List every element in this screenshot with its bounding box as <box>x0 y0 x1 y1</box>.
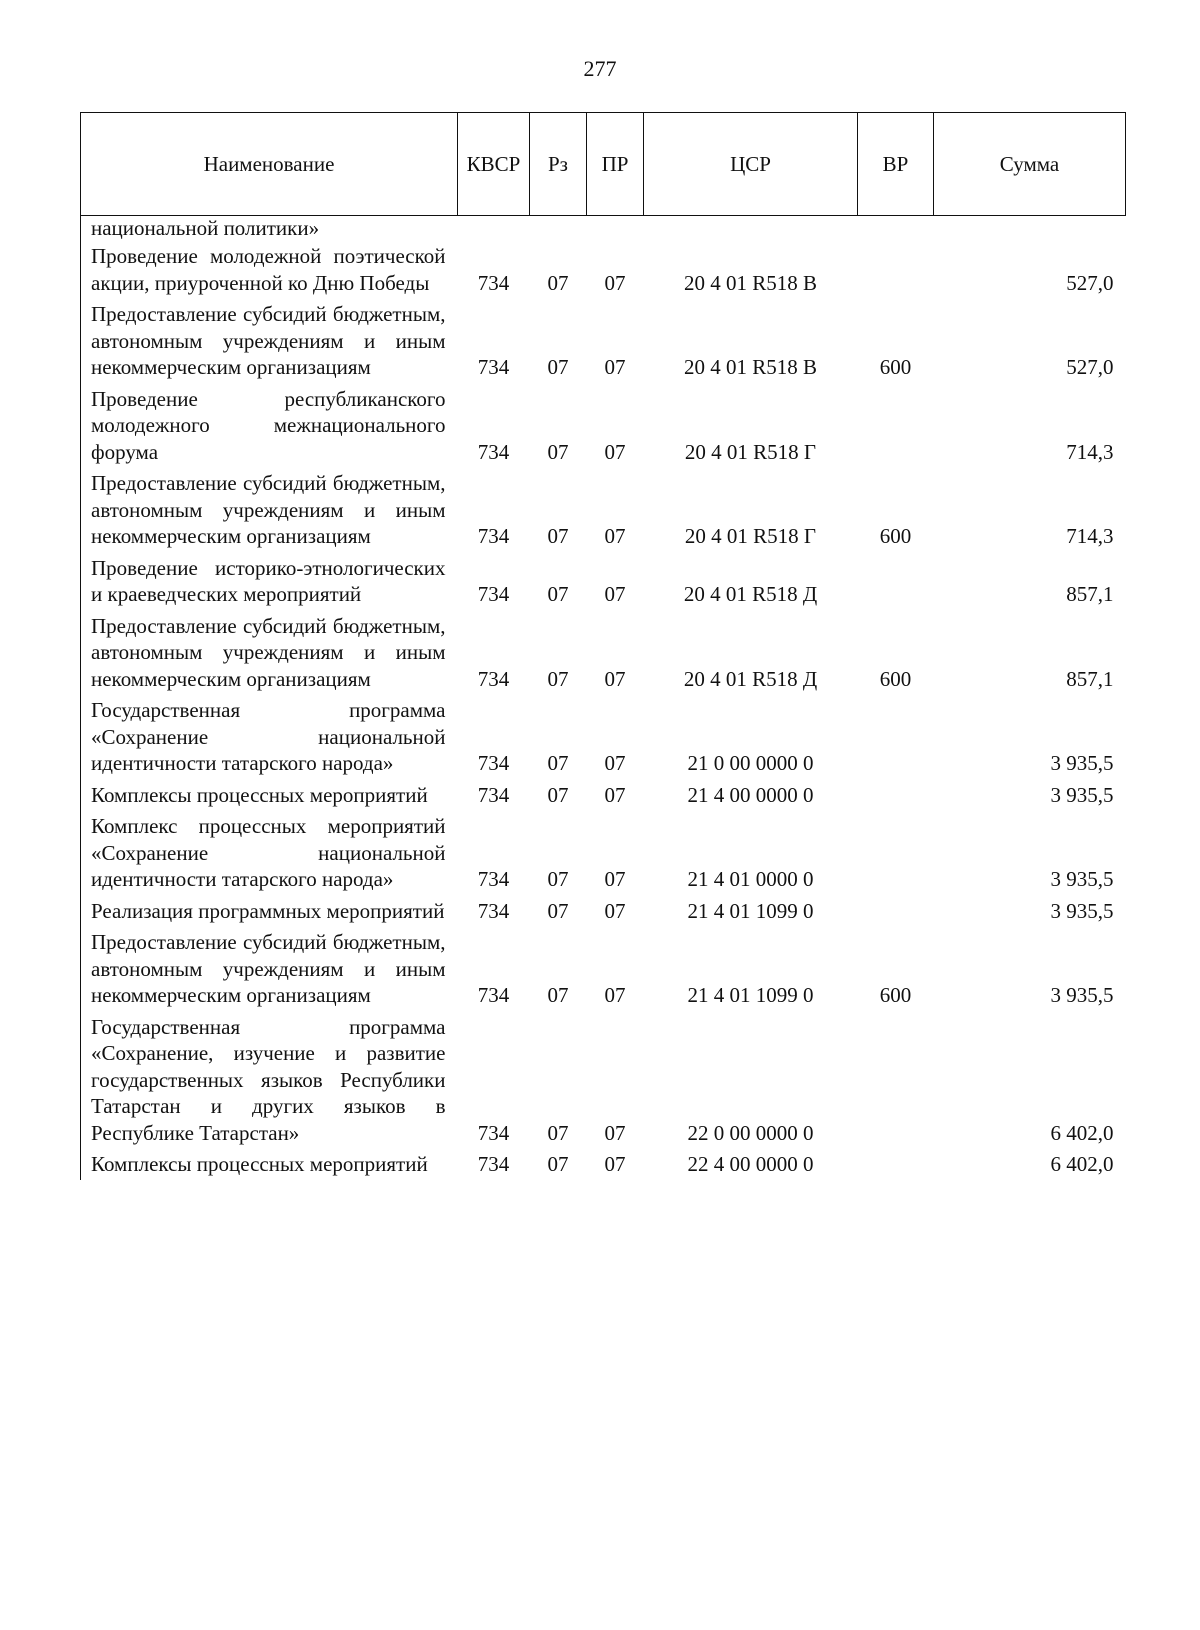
table-row <box>81 694 1126 779</box>
row-rz: 07 <box>547 1120 569 1145</box>
row-rz: 07 <box>547 983 569 1007</box>
row-vr <box>858 810 934 895</box>
row-sum: 3 935,5 <box>1050 867 1114 891</box>
row-csr: 21 4 01 1099 0 <box>687 983 814 1007</box>
row-kvsr: 734 <box>477 666 510 691</box>
table-row <box>81 383 1126 468</box>
row-rz: 07 <box>547 524 569 548</box>
row-name: Проведение республиканского молодежного межнационального форума <box>81 383 458 468</box>
row-pr: 07 <box>604 983 626 1007</box>
row-pr: 07 <box>604 751 626 775</box>
row-vr <box>858 240 934 298</box>
row-pr: 07 <box>604 1120 626 1145</box>
row-kvsr: 734 <box>477 355 510 379</box>
row-kvsr: 734 <box>477 582 510 606</box>
row-kvsr: 734 <box>477 867 510 891</box>
row-kvsr: 734 <box>477 983 510 1007</box>
header-rz: Рз <box>530 113 587 216</box>
continuation-row <box>81 216 1126 241</box>
row-csr: 20 4 01 R518 В <box>683 355 817 379</box>
row-name: Предоставление субсидий бюджетным, автономным учреждениям и иным некоммерческим организациям <box>81 467 458 552</box>
table-row <box>81 810 1126 895</box>
row-pr: 07 <box>604 524 626 548</box>
row-kvsr: 734 <box>477 751 510 775</box>
row-sum: 714,3 <box>1066 524 1114 548</box>
row-kvsr: 734 <box>477 782 510 807</box>
row-sum: 527,0 <box>1066 270 1114 295</box>
row-kvsr: 734 <box>477 898 510 923</box>
row-pr: 07 <box>604 355 626 379</box>
row-vr <box>858 1148 934 1180</box>
table-row <box>81 552 1126 610</box>
row-pr: 07 <box>604 582 626 606</box>
row-pr: 07 <box>604 439 626 464</box>
row-csr: 22 4 00 0000 0 <box>687 1152 814 1176</box>
row-csr: 22 0 00 0000 0 <box>687 1120 814 1145</box>
row-rz: 07 <box>547 270 569 295</box>
row-sum: 6 402,0 <box>1050 1152 1114 1176</box>
row-rz: 07 <box>547 751 569 775</box>
row-sum: 714,3 <box>1066 439 1114 464</box>
row-rz: 07 <box>547 867 569 891</box>
row-csr: 20 4 01 R518 Г <box>684 439 817 464</box>
row-kvsr: 734 <box>477 524 510 548</box>
row-vr <box>858 1011 934 1149</box>
header-kvsr: КВСР <box>458 113 530 216</box>
row-sum: 857,1 <box>1066 666 1114 691</box>
row-kvsr: 734 <box>477 270 510 295</box>
row-vr: 600 <box>879 355 912 379</box>
row-csr: 20 4 01 R518 В <box>683 270 817 295</box>
row-pr: 07 <box>604 898 626 923</box>
row-name: Предоставление субсидий бюджетным, автономным учреждениям и иным некоммерческим организациям <box>81 298 458 383</box>
table-row <box>81 298 1126 383</box>
row-pr: 07 <box>604 1152 626 1176</box>
row-name: Проведение молодежной поэтической акции, приуроченной ко Дню Победы <box>81 240 458 298</box>
table-row <box>81 779 1126 811</box>
row-vr <box>858 779 934 811</box>
row-pr: 07 <box>604 666 626 691</box>
continuation-text: национальной политики» <box>81 216 458 241</box>
table-header-row <box>81 113 1126 216</box>
row-rz: 07 <box>547 1152 569 1176</box>
row-csr: 21 4 01 0000 0 <box>687 867 814 891</box>
row-vr <box>858 383 934 468</box>
row-csr: 20 4 01 R518 Д <box>683 666 818 691</box>
table-row <box>81 1148 1126 1180</box>
table-row <box>81 1011 1126 1149</box>
row-vr <box>858 552 934 610</box>
table-row <box>81 926 1126 1011</box>
row-sum: 3 935,5 <box>1050 782 1114 807</box>
row-csr: 20 4 01 R518 Д <box>683 582 818 606</box>
row-name: Реализация программных мероприятий <box>81 895 458 927</box>
row-sum: 3 935,5 <box>1050 751 1114 775</box>
row-csr: 21 4 00 0000 0 <box>687 782 814 807</box>
row-vr: 600 <box>879 983 912 1007</box>
row-rz: 07 <box>547 439 569 464</box>
row-csr: 20 4 01 R518 Г <box>684 524 817 548</box>
header-sum: Сумма <box>934 113 1126 216</box>
row-sum: 857,1 <box>1066 582 1114 606</box>
header-vr: ВР <box>858 113 934 216</box>
row-vr: 600 <box>879 524 912 548</box>
row-kvsr: 734 <box>477 1120 510 1145</box>
row-csr: 21 0 00 0000 0 <box>687 751 814 775</box>
table-row <box>81 467 1126 552</box>
row-name: Предоставление субсидий бюджетным, автономным учреждениям и иным некоммерческим организациям <box>81 926 458 1011</box>
header-name: Наименование <box>81 113 458 216</box>
row-kvsr: 734 <box>477 439 510 464</box>
table-row <box>81 895 1126 927</box>
table-row <box>81 240 1126 298</box>
row-vr <box>858 694 934 779</box>
row-sum: 527,0 <box>1066 355 1114 379</box>
header-pr: ПР <box>587 113 644 216</box>
row-vr: 600 <box>879 666 912 691</box>
row-kvsr: 734 <box>477 1152 510 1176</box>
page-number: 277 <box>583 56 617 81</box>
header-csr: ЦСР <box>644 113 858 216</box>
row-name: Комплексы процессных мероприятий <box>81 1148 458 1180</box>
row-name: Проведение историко-этнологических и краеведческих мероприятий <box>81 552 458 610</box>
row-rz: 07 <box>547 666 569 691</box>
row-pr: 07 <box>604 867 626 891</box>
row-name: Государственная программа «Сохранение национальной идентичности татарского народа» <box>81 694 458 779</box>
row-rz: 07 <box>547 782 569 807</box>
row-name: Государственная программа «Сохранение, изучение и развитие государственных языков Республики Татарстан и других языков в Республике Татарстан» <box>81 1011 458 1149</box>
row-vr <box>858 895 934 927</box>
row-rz: 07 <box>547 582 569 606</box>
row-name: Предоставление субсидий бюджетным, автономным учреждениям и иным некоммерческим организациям <box>81 610 458 695</box>
row-name: Комплекс процессных мероприятий «Сохранение национальной идентичности татарского народа» <box>81 810 458 895</box>
budget-table <box>80 112 1126 1180</box>
row-sum: 3 935,5 <box>1050 898 1114 923</box>
row-name: Комплексы процессных мероприятий <box>81 779 458 811</box>
row-pr: 07 <box>604 270 626 295</box>
row-sum: 6 402,0 <box>1050 1120 1114 1145</box>
row-csr: 21 4 01 1099 0 <box>687 898 814 923</box>
row-rz: 07 <box>547 898 569 923</box>
table-row <box>81 610 1126 695</box>
row-sum: 3 935,5 <box>1050 983 1114 1007</box>
row-pr: 07 <box>604 782 626 807</box>
row-rz: 07 <box>547 355 569 379</box>
